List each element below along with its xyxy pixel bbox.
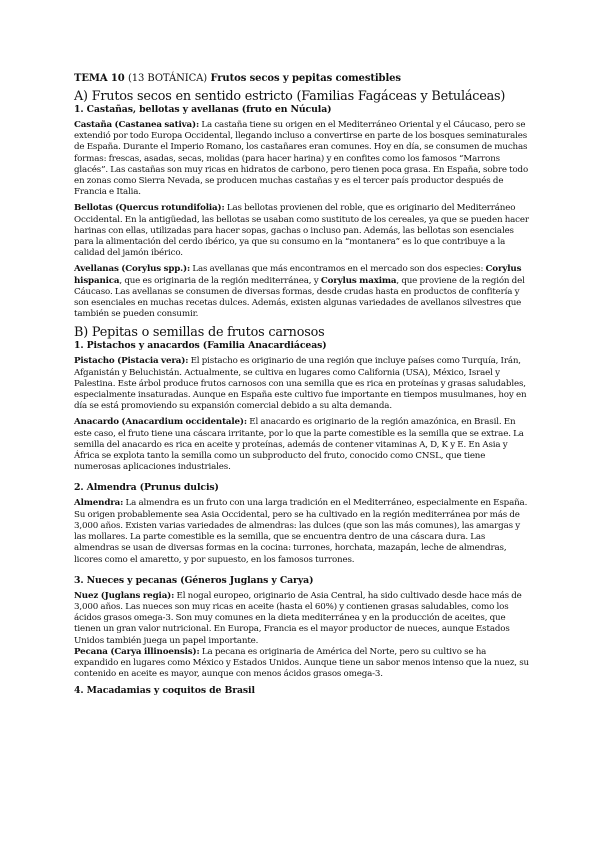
avellana-species-2: Corylus maxima [320, 275, 397, 286]
avellana-text-2: , que es originaria de la región mediterránea, y [119, 275, 319, 286]
paragraph-bellota [74, 203, 530, 259]
paragraph-nuez [74, 591, 530, 647]
bellota-term: Bellotas (Quercus rotundifolia): [74, 203, 225, 214]
paragraph-avellana [74, 264, 530, 320]
almendra-term: Almendra: [74, 498, 124, 509]
paragraph-pistacho [74, 356, 530, 412]
paragraph-almendra [74, 498, 530, 565]
avellana-text-3: , que proviene de la región del Cáucaso. Las avellanas se consumen de diversas formas, desde crudas hasta en productos de confitería y son esenciales en muchas recetas dulces. Además, existen algunas variedades de avellanos silvestres que también se pueden consumir. [74, 275, 525, 320]
section-b-heading: B) Pepitas o semillas de frutos carnosos [74, 325, 325, 341]
nuez-text: El nogal europeo, originario de Asia Central, ha sido cultivado desde hace más de 3,000 años. Las nueces son muy ricas en aceite (hasta el 60%) y contienen grasas saludables, como los ácidos grasos omega-3. Son muy comunes en la dieta mediterránea y en la producción de aceites, que tienen un gran valor nutricional. En Europa, Francia es el mayor productor de nueces, aunque Estados Unidos también juega un papel importante. [74, 590, 522, 646]
castana-term: Castaña (Castanea sativa): [74, 120, 200, 130]
subsection-b4-heading: 4. Macadamias y coquitos de Brasil [74, 685, 255, 697]
pistacho-text: El pistacho es originario de una región que incluye países como Turquía, Irán, Afganistán y Beluchistán. Actualmente, se cultiva en lugares como California (USA), México, Israel y Palestina. Este árbol produce frutos carnosos con una semilla que es rica en proteínas y grasas saludables, especialmente insaturadas. Aunque en España este cultivo fue importante en tiempos musulmanes, hoy en día se está promoviendo su expansión comercial debido a su alta demanda. [74, 356, 527, 412]
avellana-text-1: Las avellanas que más encontramos en el mercado son dos especies: [192, 264, 484, 275]
tema-number: (13 BOTÁNICA) [127, 73, 208, 84]
paragraph-anacardo [74, 417, 530, 473]
subsection-b1-heading: 1. Pistachos y anacardos (Familia Anacardiáceas) [74, 340, 327, 352]
anacardo-text: El anacardo es originario de la región amazónica, en Brasil. En este caso, el fruto tiene una cáscara irritante, por lo que la parte comestible es la semilla que se extrae. La semilla del anacardo es rica en aceite y proteínas, además de contener vitaminas A, D, K y E. En Asia y África se explota tanto la semilla como un subproducto del fruto, conocido como CNSL, que tiene numerosas aplicaciones industriales. [74, 417, 524, 473]
subsection-b2-heading: 2. Almendra (Prunus dulcis) [74, 482, 219, 494]
pecana-text: La pecana es originaria de América del Norte, pero su cultivo se ha expandido en lugares como México y Estados Unidos. Aunque tiene un sabor menos intenso que la nuez, su contenido en aceite es mayor, aunque con menos ácidos grasos omega-3. [74, 646, 529, 680]
document-title [74, 72, 530, 85]
bellota-text: Las bellotas provienen del roble, que es originario del Mediterráneo Occidental. En la antigüedad, las bellotas se usaban como sustituto de los cereales, ya que se pueden hacer harinas con ellas, utilizadas para hacer sopas, gachas o incluso pan. Además, las bellotas son esenciales para la alimentación del cerdo ibérico, ya que su consumo en la “montanera” es lo que contribuye a la calidad del jamón ibérico. [74, 203, 529, 259]
subsection-a1-heading: 1. Castañas, bellotas y avellanas (fruto en Núcula) [74, 104, 332, 115]
castana-text: La castaña tiene su origen en el Mediterráneo Oriental y el Cáucaso, pero se extendió por todo Europa Occidental, llegando incluso a convertirse en parte de los bosques seminaturales de España. Durante el Imperio Romano, los castañares eran comunes. Hoy en día, se consumen de muchas formas: frescas, asadas, secas, molidas (para hacer harina) y en confites como los famosos “Marrons glacés”. Las castañas son muy ricas en hidratos de carbono, pero tienen poca grasa. En España, sobre todo en zonas como Sierra Nevada, se producen muchas castañas y es el tercer país productor después de Francia e Italia. [74, 120, 529, 198]
pistacho-term: Pistacho (Pistacia vera): [74, 356, 189, 367]
avellana-term: Avellanas (Corylus spp.): [74, 264, 191, 275]
tema-name: Frutos secos y pepitas comestibles [210, 73, 401, 84]
anacardo-term: Anacardo (Anacardium occidentale): [74, 417, 247, 428]
avellana-species-1: Corylus hispanica [74, 264, 522, 286]
section-a-heading: A) Frutos secos en sentido estricto (Familias Fagáceas y Betuláceas) [74, 89, 506, 104]
paragraph-pecana [74, 647, 530, 681]
pecana-term: Pecana (Carya illinoensis): [74, 646, 200, 657]
tema-label: TEMA 10 [74, 73, 125, 84]
paragraph-castana [74, 120, 530, 198]
almendra-text: La almendra es un fruto con una larga tradición en el Mediterráneo, especialmente en España. Su origen probablemente sea Asia Occidental, pero se ha cultivado en la región mediterránea por más de 3,000 años. Existen varias variedades de almendras: las dulces (que son las más comunes), las amargas y las mollares. La parte comestible es la semilla, que se encuentra dentro de una cáscara dura. Las almendras se usan de diversas formas en la cocina: turrones, horchata, mazapán, leche de almendras, licores como el amaretto, y por supuesto, en los famosos turrones. [74, 498, 528, 565]
subsection-b3-heading: 3. Nueces y pecanas (Géneros Juglans y Carya) [74, 574, 314, 586]
nuez-term: Nuez (Juglans regia): [74, 590, 175, 601]
